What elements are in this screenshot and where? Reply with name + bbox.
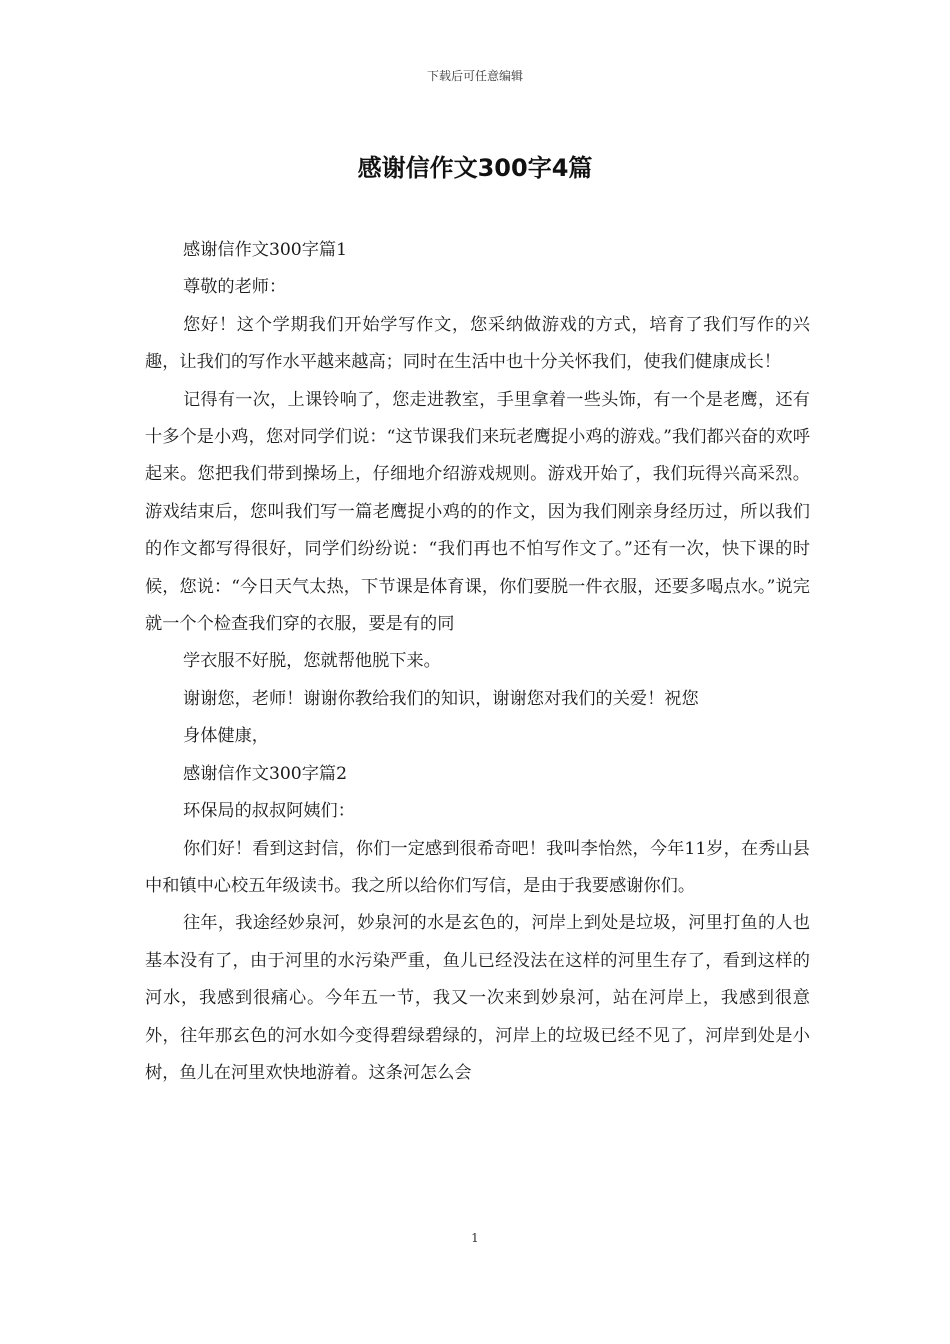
paragraph-salutation-2: 环保局的叔叔阿姨们： — [183, 801, 355, 822]
paragraph-closing-1: 身体健康， — [183, 726, 269, 747]
paragraph-salutation-1: 尊敬的老师： — [183, 277, 287, 298]
paragraph-story-1: 记得有一次，上课铃响了，您走进教室，手里拿着一些头饰，有一个是老鹰，还有十多个是小鸡，您对同学们说：“这节课我们来玩老鹰捉小鸡的游戏。”我们都兴奋的欢呼起来。您把我们带到操场上，仔细地介绍游戏规则。游戏开始了，我们玩得兴高采烈。游戏结束后，您叫我们写一篇老鹰捉小鸡的的作文，因为我们刚亲身经历过，所以我们的作文都写得很好，同学们纷纷说：“我们再也不怕写作文了。”还有一次，快下课的时候，您说：“今日天气太热，下节课是体育课，你们要脱一件衣服，还要多喝点水。”说完就一个个检查我们穿的衣服，要是有的同 — [145, 389, 810, 635]
paragraph-greeting-2: 你们好！看到这封信，你们一定感到很希奇吧！我叫李怡然，今年11岁，在秀山县中和镇中心校五年级读书。我之所以给你们写信，是由于我要感谢你们。 — [145, 838, 810, 896]
paragraph-greeting-1: 您好！这个学期我们开始学写作文，您采纳做游戏的方式，培育了我们写作的兴趣，让我们的写作水平越来越高；同时在生活中也十分关怀我们，使我们健康成长！ — [145, 314, 810, 373]
paragraph-section-heading-1: 感谢信作文300字篇1 — [183, 240, 348, 260]
paragraph-thanks-1: 谢谢您，老师！谢谢你教给我们的知识，谢谢您对我们的关爱！祝您 — [183, 688, 699, 709]
paragraph-section-heading-2: 感谢信作文300字篇2 — [183, 763, 348, 784]
document-body — [145, 232, 810, 1092]
page-number: 1 — [471, 1231, 479, 1245]
paragraph-continuation-1: 学衣服不好脱，您就帮他脱下来。 — [183, 651, 441, 672]
paragraph-story-2: 往年，我途经妙泉河，妙泉河的水是玄色的，河岸上到处是垃圾，河里打鱼的人也基本没有了，由于河里的水污染严重，鱼儿已经没法在这样的河里生存了，看到这样的河水，我感到很痛心。今年五一节，我又一次来到妙泉河，站在河岸上，我感到很意外，往年那玄色的河水如今变得碧绿碧绿的，河岸上的垃圾已经不见了，河岸到处是小树，鱼儿在河里欢快地游着。这条河怎么会 — [145, 913, 810, 1083]
page-header-note: 下载后可任意编辑 — [426, 69, 523, 83]
document-title: 感谢信作文300字4篇 — [357, 154, 593, 182]
